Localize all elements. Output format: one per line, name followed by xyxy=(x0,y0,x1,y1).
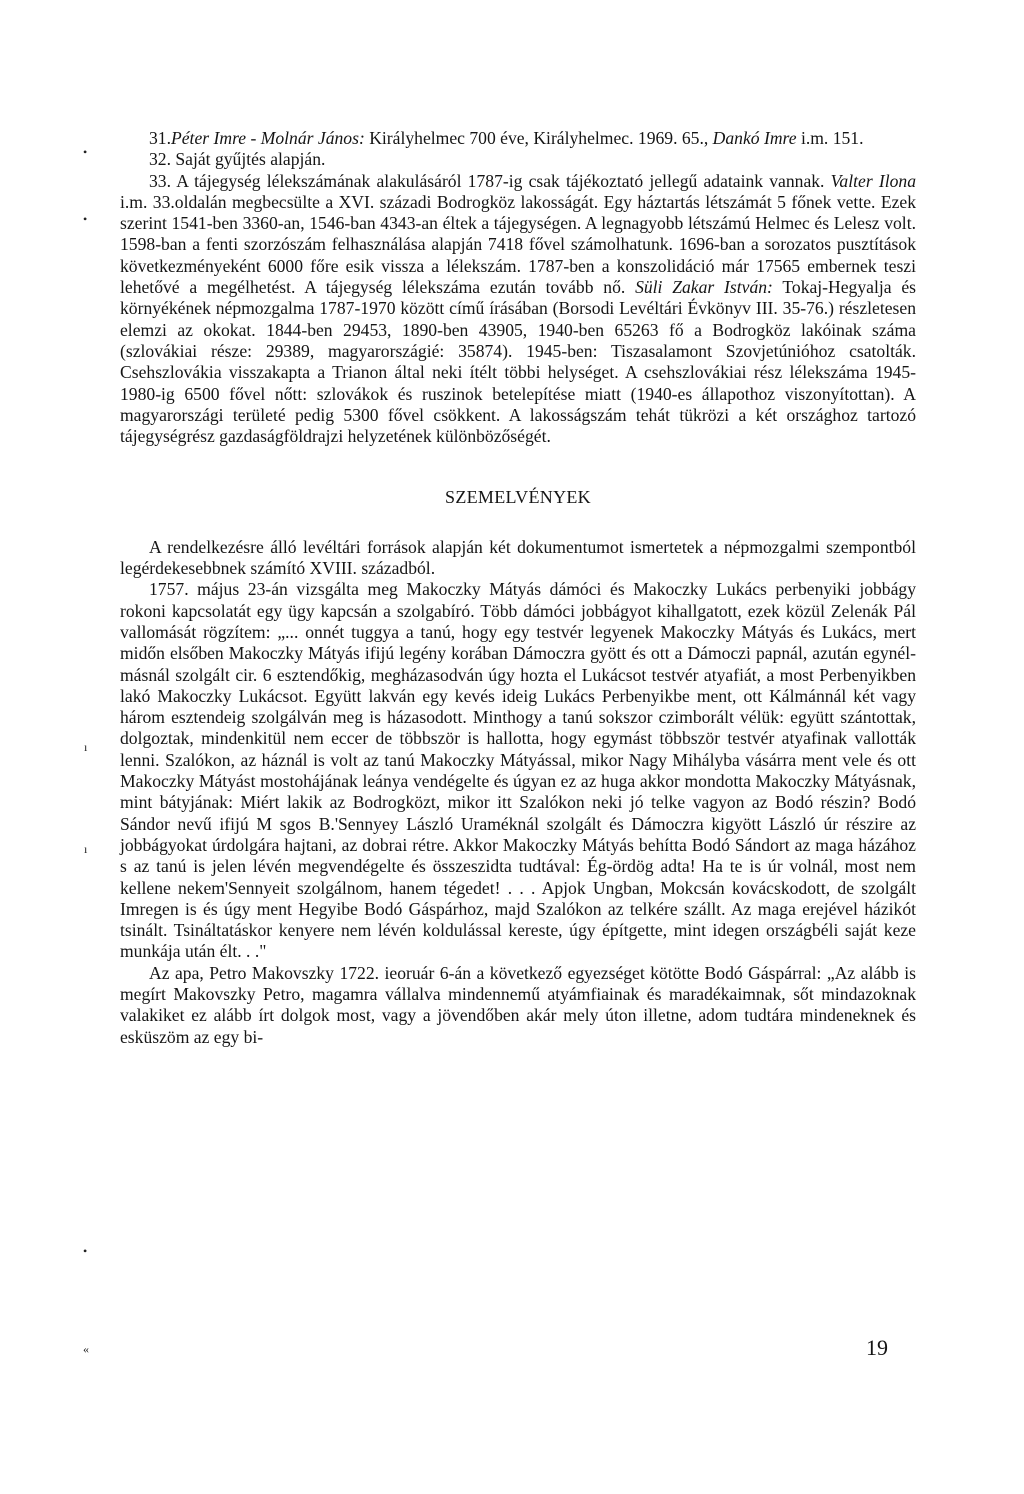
margin-mark: ı xyxy=(84,740,88,754)
page-number: 19 xyxy=(866,1335,888,1360)
section-body xyxy=(120,537,916,1048)
page-body xyxy=(120,128,916,1048)
footnote-32: 32. Saját gyűjtés alapján. xyxy=(149,149,326,170)
footnote-33: 33. A tájegység lélekszámának alakulásáról 1787-ig csak tájékoztató jellegű adataink vannak. Valter Ilona i.m. 33.oldalán megbecsülte a XVI. századi Bodrogköz lakosságát. Egy háztartás létszámát 5 főnek vette. Ezek szerint 1541-ben 3360-an, 1546-ban 4343-an éltek a tájegységen. A legnagyobb létszámú Helmec és Lelesz volt. 1598-ban a fenti szorzószám felhasználása alapján 7418 fővel számolhatunk. 1696-ban a sorozatos pusztítások következményeként 6000 főre esik vissza a lélekszám. 1787-ben a konszolidáció már 17565 embernek teszi lehetővé a megélhetést. A tájegység lélekszáma ezután tovább nő. Süli Zakar István: Tokaj-Hegyalja és környékének népmozgalma 1787-1970 között című írásában (Borsodi Levéltári Évkönyv III. 35-76.) részletesen elemzi az okokat. 1844-ben 29453, 1890-ben 43905, 1940-ben 65263 fő a Bodrogköz lakóinak száma (szlovákiai része: 29389, magyarországié: 35874). 1945-ben: Tiszasalamont Szovjetúnióhoz csatolták. Csehszlovákia visszakapta a Trianon által neki ítélt többi helységet. A csehszlovákiai rész lélekszáma 1945-1980-ig 6500 fővel nőtt: szlovákok és ruszinok betelepítése miatt (1940-es állapothoz viszonyítottan). A magyarországi területé pedig 5300 fővel csökkent. A lakosságszám tehát tükrözi a két országhoz tartozó tájegységrész gazdaságföldrajzi helyzetének különbözőségét. xyxy=(120,170,916,447)
margin-mark: • xyxy=(83,145,88,159)
paragraph-testimony: 1757. május 23-án vizsgálta meg Makoczky Mátyás dámóci és Makoczky Lukács perbenyiki jobbágy rokoni kapcsolatát egy ügy kapcsán a szolgabíró. Több dámóci jobbágyot kihallgatott, ezek közül Zelenák Pál vallomását rögzítem: „... onnét tuggya a tanú, hogy egy testvér legyenek Makoczky Mátyás és Lukács, mert midőn elsőben Makoczky Mátyás ifijú legény korában Dámoczra gyött és ott a Dámoczi papnál, azután egynél-másnál szolgált cir. 6 esztendőkig, megházasodván úgy hozta el Lukácsot testvér atyafiát, a most Perbenyikben lakó Makoczky Lukácsot. Együtt lakván egy kevés ideig Lukács Perbenyikbe ment, ott Kálmánnál két vagy három esztendeig szolgálván meg is házasodott. Minthogy a tanú sokszor czimborált vélük: együtt szántottak, dolgoztak, mindenkitül nem eccer de többször is hallotta, hogy egymást többször testvér atyafinak vallották lenni. Szalókon, az háznál is volt az tanú Makoczky Mátyással, mikor Nagy Mihályba vásárra ment vele és ott Makoczky Mátyást mostohájának leánya vendégelte és úgyan ez az huga akkor mondotta Makoczky Mátyásnak, mint bátyjának: Miért lakik az Bodrogközt, mikor itt Szalókon neki jó telke vagyon az Bodó részin? Bodó Sándor nevű ifijú M sgos B.'Sennyey László Uraméknál szolgált és Dámoczra kigyött László úr részire az jobbágyokat úrdolgára hajtani, az dobrai rétre. Akkor Makoczky Mátyás behítta Bodó Sándort az maga házához s az tanú is jelen lévén megvendégelte és összeszidta tudtával: Ég-ördög adta! Ha te is úr volnál, most nem kellene nekem'Sennyeit szolgálnom, hanem tégedet! . . . Apjok Ungban, Mokcsán kovácskodott, de szolgált Imregen is és úgy ment Hegyibe Bodó Gáspárhoz, majd Szalókon az telkére szállt. Az maga erejével házikót tsinált. Tsináltatáskor kenyere nem lévén koldulással kereste, úgy építgette, mint idegen országbéli saját keze munkája után élt. . ." xyxy=(120,579,916,962)
section-heading: SZEMELVÉNYEK xyxy=(445,487,591,508)
footnote-31: 31.Péter Imre - Molnár János: Királyhelmec 700 éve, Királyhelmec. 1969. 65., Dankó Imre i.m. 151. xyxy=(149,128,864,148)
margin-mark: « xyxy=(83,1342,89,1356)
paragraph-intro: A rendelkezésre álló levéltári források alapján két dokumentumot ismertetek a népmozgalmi szempontból legérdekesebbnek számító XVIII. századból. xyxy=(120,536,916,579)
paragraph-agreement: Az apa, Petro Makovszky 1722. ieoruár 6-án a következő egyezséget kötötte Bodó Gáspárral: „Az alább is megírt Makovszky Petro, magamra vállalva mindennemű atyámfiainak és maradékaimnak, sőt mindazoknak valakiket ez alább írt dolgok most, vagy a jövendőben akár mely úton illetne, adom tudtára mindeneknek és esküszöm az egy bi- xyxy=(120,962,916,1047)
footnotes xyxy=(120,128,916,447)
margin-mark: • xyxy=(83,1244,88,1258)
margin-mark: • xyxy=(83,212,88,226)
margin-mark: ı xyxy=(84,842,88,856)
